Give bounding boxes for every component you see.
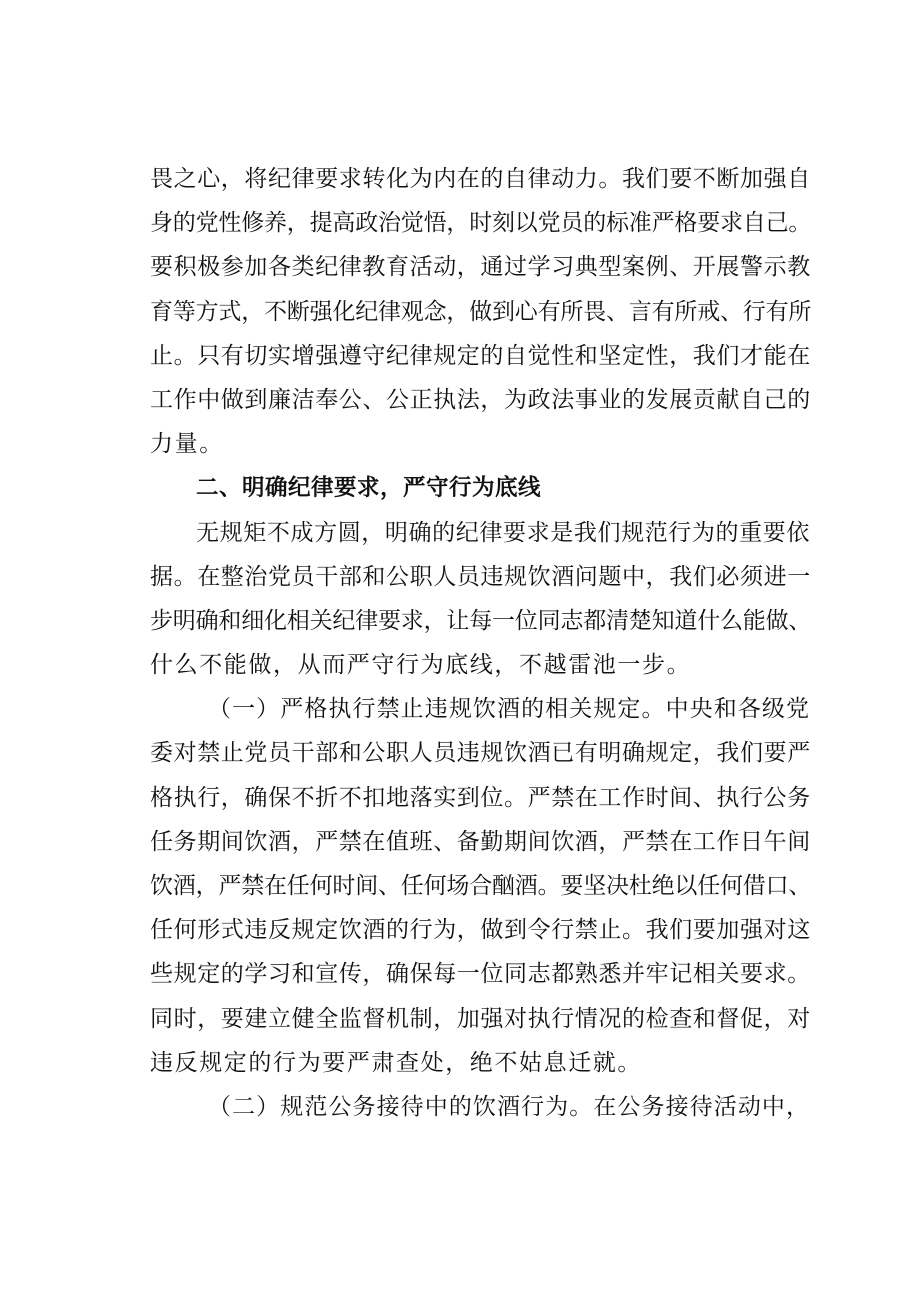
paragraph-3-line-2: 委对禁止党员干部和公职人员违规饮酒已有明确规定，我们要严 xyxy=(150,740,811,767)
paragraph-3-line-9: 违反规定的行为要严肃查处，绝不姑息迁就。 xyxy=(150,1049,642,1076)
paragraph-2-line-1: 无规矩不成方圆，明确的纪律要求是我们规范行为的重要依 xyxy=(196,519,810,546)
paragraph-1-line-3: 要积极参加各类纪律教育活动，通过学习典型案例、开展警示教 xyxy=(150,254,811,281)
paragraph-2-line-2: 据。在整治党员干部和公职人员违规饮酒问题中，我们必须进一 xyxy=(150,563,811,590)
paragraph-1-line-2: 身的党性修养，提高政治觉悟，时刻以党员的标准严格要求自己。 xyxy=(150,210,812,237)
paragraph-2-line-4: 什么不能做，从而严守行为底线，不越雷池一步。 xyxy=(150,652,692,679)
paragraph-2-line-3: 步明确和细化相关纪律要求，让每一位同志都清楚知道什么能做、 xyxy=(150,607,812,634)
paragraph-3-line-4: 任务期间饮酒，严禁在值班、备勤期间饮酒，严禁在工作日午间 xyxy=(150,828,811,855)
paragraph-1-line-6: 工作中做到廉洁奉公、公正执法，为政法事业的发展贡献自己的 xyxy=(150,386,811,413)
paragraph-1-line-7: 力量。 xyxy=(150,431,224,458)
paragraph-3-line-3: 格执行，确保不折不扣地落实到位。严禁在工作时间、执行公务 xyxy=(150,784,811,811)
paragraph-1-line-5: 止。只有切实增强遵守纪律规定的自觉性和坚定性，我们才能在 xyxy=(150,342,811,369)
paragraph-3-line-8: 同时，要建立健全监督机制，加强对执行情况的检查和督促，对 xyxy=(150,1005,811,1032)
paragraph-4-line-1: （二）规范公务接待中的饮酒行为。在公务接待活动中， xyxy=(208,1093,810,1120)
paragraph-3-line-7: 些规定的学习和宣传，确保每一位同志都熟悉并牢记相关要求。 xyxy=(150,961,811,988)
paragraph-3-line-1: （一）严格执行禁止违规饮酒的相关规定。中央和各级党 xyxy=(208,696,810,723)
paragraph-1-line-4: 育等方式，不断强化纪律观念，做到心有所畏、言有所戒、行有所 xyxy=(150,298,812,325)
document-body xyxy=(150,157,810,1129)
section-heading: 二、明确纪律要求，严守行为底线 xyxy=(196,475,542,502)
paragraph-3-line-5: 饮酒，严禁在任何时间、任何场合酗酒。要坚决杜绝以任何借口、 xyxy=(150,873,812,899)
paragraph-3-line-6: 任何形式违反规定饮酒的行为，做到令行禁止。我们要加强对这 xyxy=(150,917,811,944)
paragraph-1-line-1: 畏之心，将纪律要求转化为内在的自律动力。我们要不断加强自 xyxy=(150,166,811,192)
